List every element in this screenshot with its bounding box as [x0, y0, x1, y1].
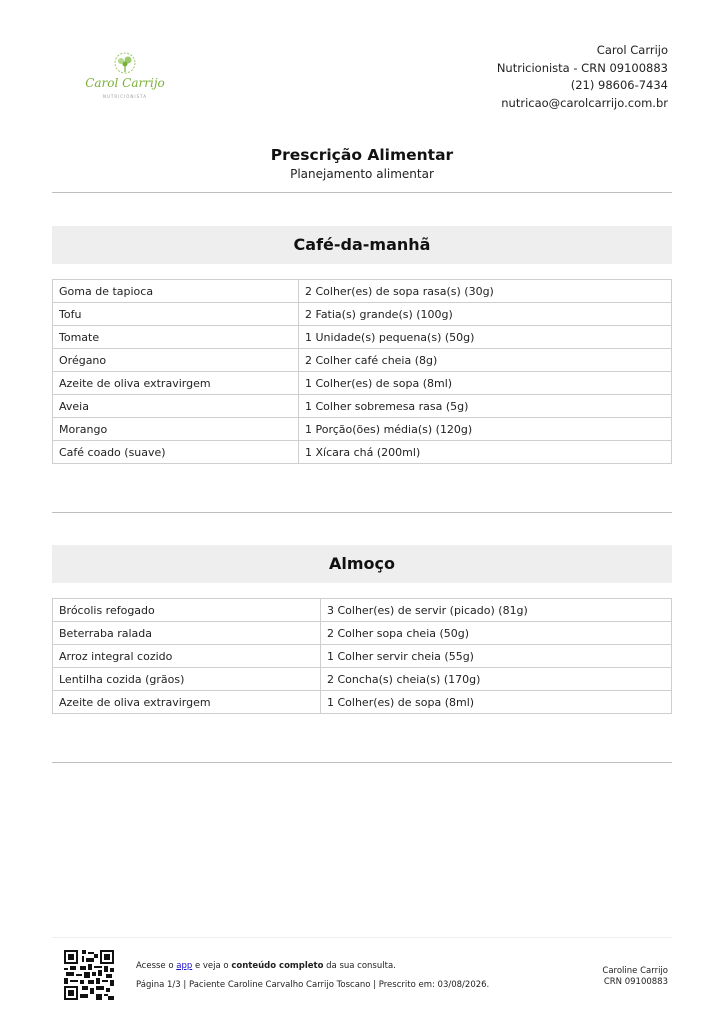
food-portion: 1 Colher sobremesa rasa (5g)	[299, 395, 672, 418]
footer-divider	[52, 937, 672, 938]
brand-logo	[80, 52, 170, 102]
contact-name: Carol Carrijo	[596, 43, 668, 57]
food-name: Morango	[53, 418, 299, 441]
food-portion: 2 Concha(s) cheia(s) (170g)	[321, 668, 672, 691]
table-row	[53, 691, 672, 714]
footer-app-message	[136, 961, 396, 971]
table-row	[53, 418, 672, 441]
table-row	[53, 645, 672, 668]
food-name: Orégano	[53, 349, 299, 372]
contact-email: nutricao@carolcarrijo.com.br	[501, 95, 668, 110]
food-portion: 2 Colher(es) de sopa rasa(s) (30g)	[299, 280, 672, 303]
food-name: Tofu	[53, 303, 299, 326]
logo-subtext: NUTRICIONISTA	[102, 94, 148, 99]
food-portion: 2 Colher café cheia (8g)	[299, 349, 672, 372]
signer-block	[602, 966, 668, 988]
meal-table-breakfast	[52, 279, 672, 464]
food-portion: 2 Fatia(s) grande(s) (100g)	[299, 303, 672, 326]
nutritionist-contact	[497, 42, 668, 112]
contact-phone: (21) 98606-7434	[570, 78, 668, 92]
food-name: Arroz integral cozido	[53, 645, 321, 668]
logo-text: Carol Carrijo	[85, 76, 165, 90]
food-name: Aveia	[53, 395, 299, 418]
footer-text: da sua consulta.	[323, 961, 396, 971]
food-name: Beterraba ralada	[53, 622, 321, 645]
table-row	[53, 372, 672, 395]
table-row	[53, 668, 672, 691]
document-title: Prescrição Alimentar	[270, 146, 454, 164]
table-row	[53, 326, 672, 349]
footer-page-info: Página 1/3 | Paciente Caroline Carvalho Carrijo Toscano | Prescrito em: 03/08/2026.	[136, 980, 490, 990]
food-name: Azeite de oliva extravirgem	[53, 691, 321, 714]
document-subtitle: Planejamento alimentar	[290, 167, 434, 181]
tree-logo-icon	[108, 52, 142, 76]
footer-bold-text: conteúdo completo	[231, 961, 324, 971]
table-row	[53, 599, 672, 622]
food-portion: 1 Unidade(s) pequena(s) (50g)	[299, 326, 672, 349]
table-row	[53, 349, 672, 372]
table-row	[53, 395, 672, 418]
food-portion: 2 Colher sopa cheia (50g)	[321, 622, 672, 645]
signer-name: Caroline Carrijo	[602, 966, 668, 976]
meal-table-lunch	[52, 598, 672, 714]
food-name: Café coado (suave)	[53, 441, 299, 464]
food-portion: 1 Xícara chá (200ml)	[299, 441, 672, 464]
table-row	[53, 441, 672, 464]
food-portion: 1 Porção(ões) média(s) (120g)	[299, 418, 672, 441]
food-name: Brócolis refogado	[53, 599, 321, 622]
meal-divider	[52, 762, 672, 763]
food-name: Goma de tapioca	[53, 280, 299, 303]
qr-code-icon[interactable]	[64, 950, 114, 1000]
app-link[interactable]: app	[176, 961, 193, 971]
meal-divider	[52, 512, 672, 513]
footer-text: Acesse o	[136, 961, 177, 971]
meal-title-breakfast: Café-da-manhã	[52, 226, 672, 264]
food-name: Tomate	[53, 326, 299, 349]
food-portion: 1 Colher(es) de sopa (8ml)	[299, 372, 672, 395]
meal-title-lunch: Almoço	[52, 545, 672, 583]
food-name: Lentilha cozida (grãos)	[53, 668, 321, 691]
footer-text: e veja o	[192, 961, 232, 971]
food-portion: 1 Colher servir cheia (55g)	[321, 645, 672, 668]
table-row	[53, 303, 672, 326]
food-portion: 1 Colher(es) de sopa (8ml)	[321, 691, 672, 714]
header-divider	[52, 192, 672, 193]
food-portion: 3 Colher(es) de servir (picado) (81g)	[321, 599, 672, 622]
food-name: Azeite de oliva extravirgem	[53, 372, 299, 395]
contact-title: Nutricionista - CRN 09100883	[496, 60, 668, 75]
table-row	[53, 280, 672, 303]
signer-crn: CRN 09100883	[603, 977, 668, 987]
table-row	[53, 622, 672, 645]
